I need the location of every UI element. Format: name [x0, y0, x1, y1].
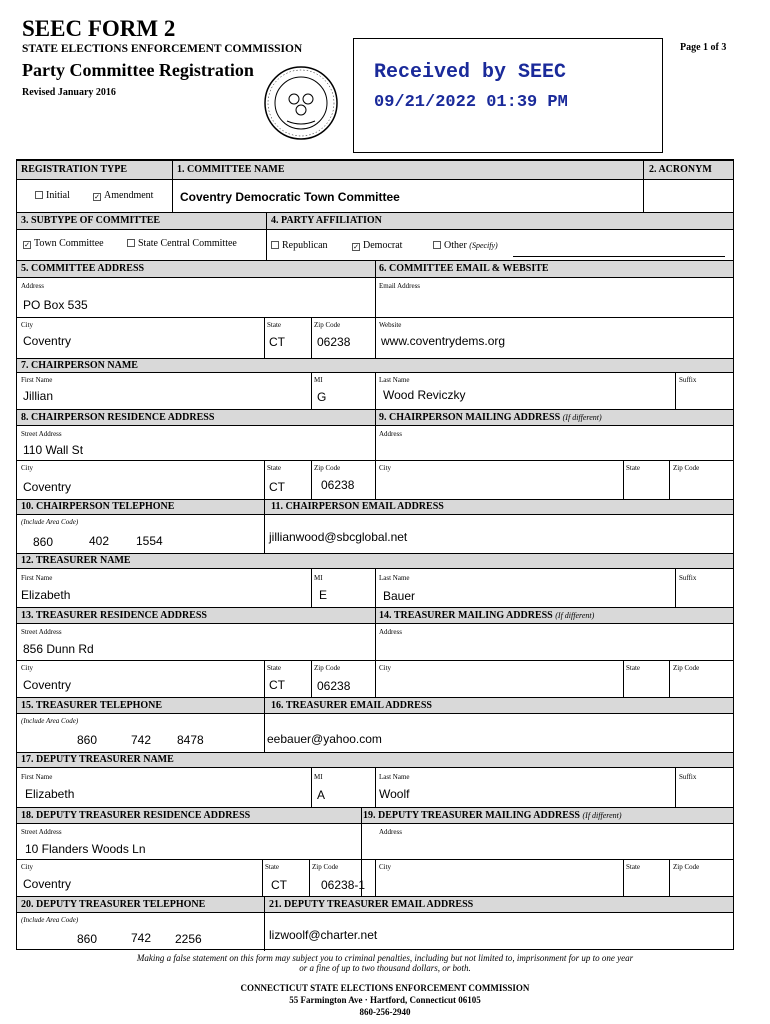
warning-line: or a fine of up to two thousand dollars, or both.: [299, 963, 471, 973]
suffix-label: Suffix: [679, 773, 697, 781]
deputy-last-name-value[interactable]: Woolf: [379, 787, 410, 801]
deputy-phone-area[interactable]: 860: [77, 932, 98, 946]
deputy-city-value[interactable]: Coventry: [23, 877, 72, 891]
treasurer-mi-value[interactable]: E: [319, 588, 328, 602]
page-number: Page 1 of 3: [680, 42, 727, 53]
commission-seal: [263, 65, 339, 141]
footer-phone: 860-256-2940: [359, 1007, 411, 1017]
last-name-label: Last Name: [379, 376, 410, 384]
address-label: Address: [21, 282, 44, 290]
zip-label: Zip Code: [312, 863, 339, 871]
stamp-received-label: Received by SEEC: [374, 61, 567, 84]
treasurer-last-name-value[interactable]: Bauer: [383, 589, 416, 603]
treasurer-mailing-label: 14. TREASURER MAILING ADDRESS (If different): [379, 610, 595, 621]
seal-icon: [263, 65, 339, 141]
first-name-label: First Name: [21, 376, 53, 384]
zip-label: Zip Code: [314, 664, 341, 672]
mailing-city-label: City: [379, 464, 392, 472]
mailing-zip-label: Zip Code: [673, 464, 700, 472]
checked-checkbox-icon[interactable]: ✓: [353, 243, 359, 251]
received-stamp: [353, 38, 663, 153]
street-address-label: Street Address: [21, 430, 62, 438]
checkbox-icon[interactable]: [35, 191, 43, 199]
committee-address-value[interactable]: PO Box 535: [23, 298, 88, 312]
treasurer-name-label: 12. TREASURER NAME: [21, 555, 131, 566]
committee-name-label: 1. COMMITTEE NAME: [177, 164, 285, 175]
chair-zip-value[interactable]: 06238: [321, 478, 355, 492]
suffix-label: Suffix: [679, 574, 697, 582]
stamp-received-date: 09/21/2022 01:39 PM: [374, 93, 568, 112]
committee-city-value[interactable]: Coventry: [23, 334, 72, 348]
city-label: City: [21, 863, 34, 871]
treasurer-first-name-value[interactable]: Elizabeth: [21, 588, 71, 602]
committee-name-value[interactable]: Coventry Democratic Town Committee: [180, 190, 400, 204]
checkbox-icon[interactable]: [127, 239, 135, 247]
chair-phone-prefix[interactable]: 402: [89, 534, 110, 548]
deputy-street-value[interactable]: 10 Flanders Woods Ln: [25, 842, 146, 856]
website-label: Website: [379, 321, 402, 329]
last-name-label: Last Name: [379, 574, 410, 582]
email-address-label: Email Address: [379, 282, 421, 290]
mi-label: MI: [314, 773, 323, 781]
city-label: City: [21, 321, 34, 329]
false-statement-warning: [80, 953, 690, 973]
chair-phone-label: 10. CHAIRPERSON TELEPHONE: [21, 501, 175, 512]
state-label: State: [267, 664, 281, 672]
first-name-label: First Name: [21, 574, 53, 582]
mailing-city-label: City: [379, 664, 392, 672]
zip-label: Zip Code: [314, 464, 341, 472]
checkbox-icon[interactable]: [271, 241, 279, 249]
form-subtitle: Party Committee Registration: [22, 60, 254, 80]
chair-last-name-value[interactable]: Wood Reviczky: [383, 388, 466, 402]
reg-type-amendment[interactable]: ✓ Amendment: [94, 190, 154, 201]
chair-mi-value[interactable]: G: [317, 390, 327, 404]
state-label: State: [265, 863, 279, 871]
committee-address-label: 5. COMMITTEE ADDRESS: [21, 263, 145, 274]
chair-residence-label: 8. CHAIRPERSON RESIDENCE ADDRESS: [21, 412, 215, 423]
deputy-state-value[interactable]: CT: [271, 878, 287, 892]
agency-name: STATE ELECTIONS ENFORCEMENT COMMISSION: [22, 43, 303, 55]
mailing-zip-label: Zip Code: [673, 664, 700, 672]
mailing-address-label: Address: [379, 628, 402, 636]
mailing-address-label: Address: [379, 430, 402, 438]
committee-email-website-label: 6. COMMITTEE EMAIL & WEBSITE: [379, 263, 549, 274]
deputy-mailing-label: 19. DEPUTY TREASURER MAILING ADDRESS (If different): [363, 810, 622, 821]
revision-date: Revised January 2016: [22, 87, 116, 98]
committee-zip-value[interactable]: 06238: [317, 335, 351, 349]
warning-line: Making a false statement on this form may subject you to criminal penalties, including but not limited to, imprisonment for up to one year: [136, 953, 634, 963]
deputy-email-label: 21. DEPUTY TREASURER EMAIL ADDRESS: [269, 899, 474, 910]
state-label: State: [267, 321, 281, 329]
mailing-address-label: Address: [379, 828, 402, 836]
footer-agency: CONNECTICUT STATE ELECTIONS ENFORCEMENT COMMISSION: [240, 983, 530, 993]
treasurer-email-label: 16. TREASURER EMAIL ADDRESS: [271, 700, 432, 711]
registration-type-label: REGISTRATION TYPE: [21, 164, 128, 175]
chair-city-value[interactable]: Coventry: [23, 480, 72, 494]
treasurer-phone-area[interactable]: 860: [77, 733, 98, 747]
area-code-note: (Include Area Code): [21, 916, 79, 924]
deputy-phone-prefix[interactable]: 742: [131, 931, 152, 945]
treasurer-phone-prefix[interactable]: 742: [131, 733, 152, 747]
chair-email-value[interactable]: jillianwood@sbcglobal.net: [269, 530, 408, 544]
chair-street-value[interactable]: 110 Wall St: [23, 443, 84, 457]
area-code-note: (Include Area Code): [21, 518, 79, 526]
deputy-first-name-value[interactable]: Elizabeth: [25, 787, 75, 801]
subtype-label: 3. SUBTYPE OF COMMITTEE: [21, 215, 161, 226]
committee-website-value[interactable]: www.coventrydems.org: [381, 334, 506, 348]
registration-form: [16, 159, 734, 950]
chair-email-label: 11. CHAIRPERSON EMAIL ADDRESS: [271, 501, 444, 512]
deputy-name-label: 17. DEPUTY TREASURER NAME: [21, 754, 174, 765]
deputy-mi-value[interactable]: A: [317, 788, 326, 802]
deputy-phone-label: 20. DEPUTY TREASURER TELEPHONE: [21, 899, 206, 910]
subtype-state-central[interactable]: State Central Committee: [127, 238, 237, 249]
deputy-phone-line[interactable]: 2256: [175, 932, 202, 946]
mi-label: MI: [314, 376, 323, 384]
chair-state-value[interactable]: CT: [269, 480, 285, 494]
checked-checkbox-icon[interactable]: ✓: [24, 241, 30, 249]
street-address-label: Street Address: [21, 828, 62, 836]
committee-state-value[interactable]: CT: [269, 335, 285, 349]
treasurer-email-value[interactable]: eebauer@yahoo.com: [267, 732, 382, 746]
acronym-label: 2. ACRONYM: [649, 164, 712, 175]
party-label: 4. PARTY AFFILIATION: [271, 215, 382, 226]
checked-checkbox-icon[interactable]: ✓: [94, 193, 100, 201]
checkbox-icon[interactable]: [433, 241, 441, 249]
chair-first-name-value[interactable]: Jillian: [23, 389, 54, 403]
mailing-state-label: State: [626, 464, 640, 472]
chair-phone-area[interactable]: 860: [33, 535, 54, 549]
street-address-label: Street Address: [21, 628, 62, 636]
mailing-state-label: State: [626, 863, 640, 871]
first-name-label: First Name: [21, 773, 53, 781]
party-republican[interactable]: Republican: [271, 240, 328, 251]
treasurer-street-value[interactable]: 856 Dunn Rd: [23, 642, 94, 656]
city-label: City: [21, 464, 34, 472]
form-title: SEEC FORM 2: [22, 16, 176, 41]
treasurer-phone-label: 15. TREASURER TELEPHONE: [21, 700, 163, 711]
chair-name-label: 7. CHAIRPERSON NAME: [21, 360, 138, 371]
area-code-note: (Include Area Code): [21, 717, 79, 725]
party-democrat[interactable]: ✓ Democrat: [353, 240, 403, 251]
page-footer: [0, 982, 770, 1018]
treasurer-city-value[interactable]: Coventry: [23, 678, 72, 692]
chair-mailing-label: 9. CHAIRPERSON MAILING ADDRESS (If different): [379, 412, 602, 423]
suffix-label: Suffix: [679, 376, 697, 384]
subtype-town-committee[interactable]: ✓ Town Committee: [24, 238, 104, 249]
treasurer-state-value[interactable]: CT: [269, 678, 285, 692]
treasurer-zip-value[interactable]: 06238: [317, 679, 351, 693]
city-label: City: [21, 664, 34, 672]
mi-label: MI: [314, 574, 323, 582]
chair-phone-line[interactable]: 1554: [136, 534, 163, 548]
mailing-state-label: State: [626, 664, 640, 672]
zip-label: Zip Code: [314, 321, 341, 329]
treasurer-residence-label: 13. TREASURER RESIDENCE ADDRESS: [21, 610, 207, 621]
reg-type-initial[interactable]: Initial: [35, 190, 70, 201]
deputy-zip-value[interactable]: 06238-1: [321, 878, 366, 892]
deputy-residence-label: 18. DEPUTY TREASURER RESIDENCE ADDRESS: [21, 810, 251, 821]
treasurer-phone-line[interactable]: 8478: [177, 733, 204, 747]
footer-address: 55 Farmington Ave · Hartford, Connecticut 06105: [289, 995, 481, 1005]
state-label: State: [267, 464, 281, 472]
mailing-city-label: City: [379, 863, 392, 871]
party-other[interactable]: Other (Specify): [433, 240, 498, 251]
mailing-zip-label: Zip Code: [673, 863, 700, 871]
deputy-email-value[interactable]: lizwoolf@charter.net: [269, 928, 378, 942]
last-name-label: Last Name: [379, 773, 410, 781]
